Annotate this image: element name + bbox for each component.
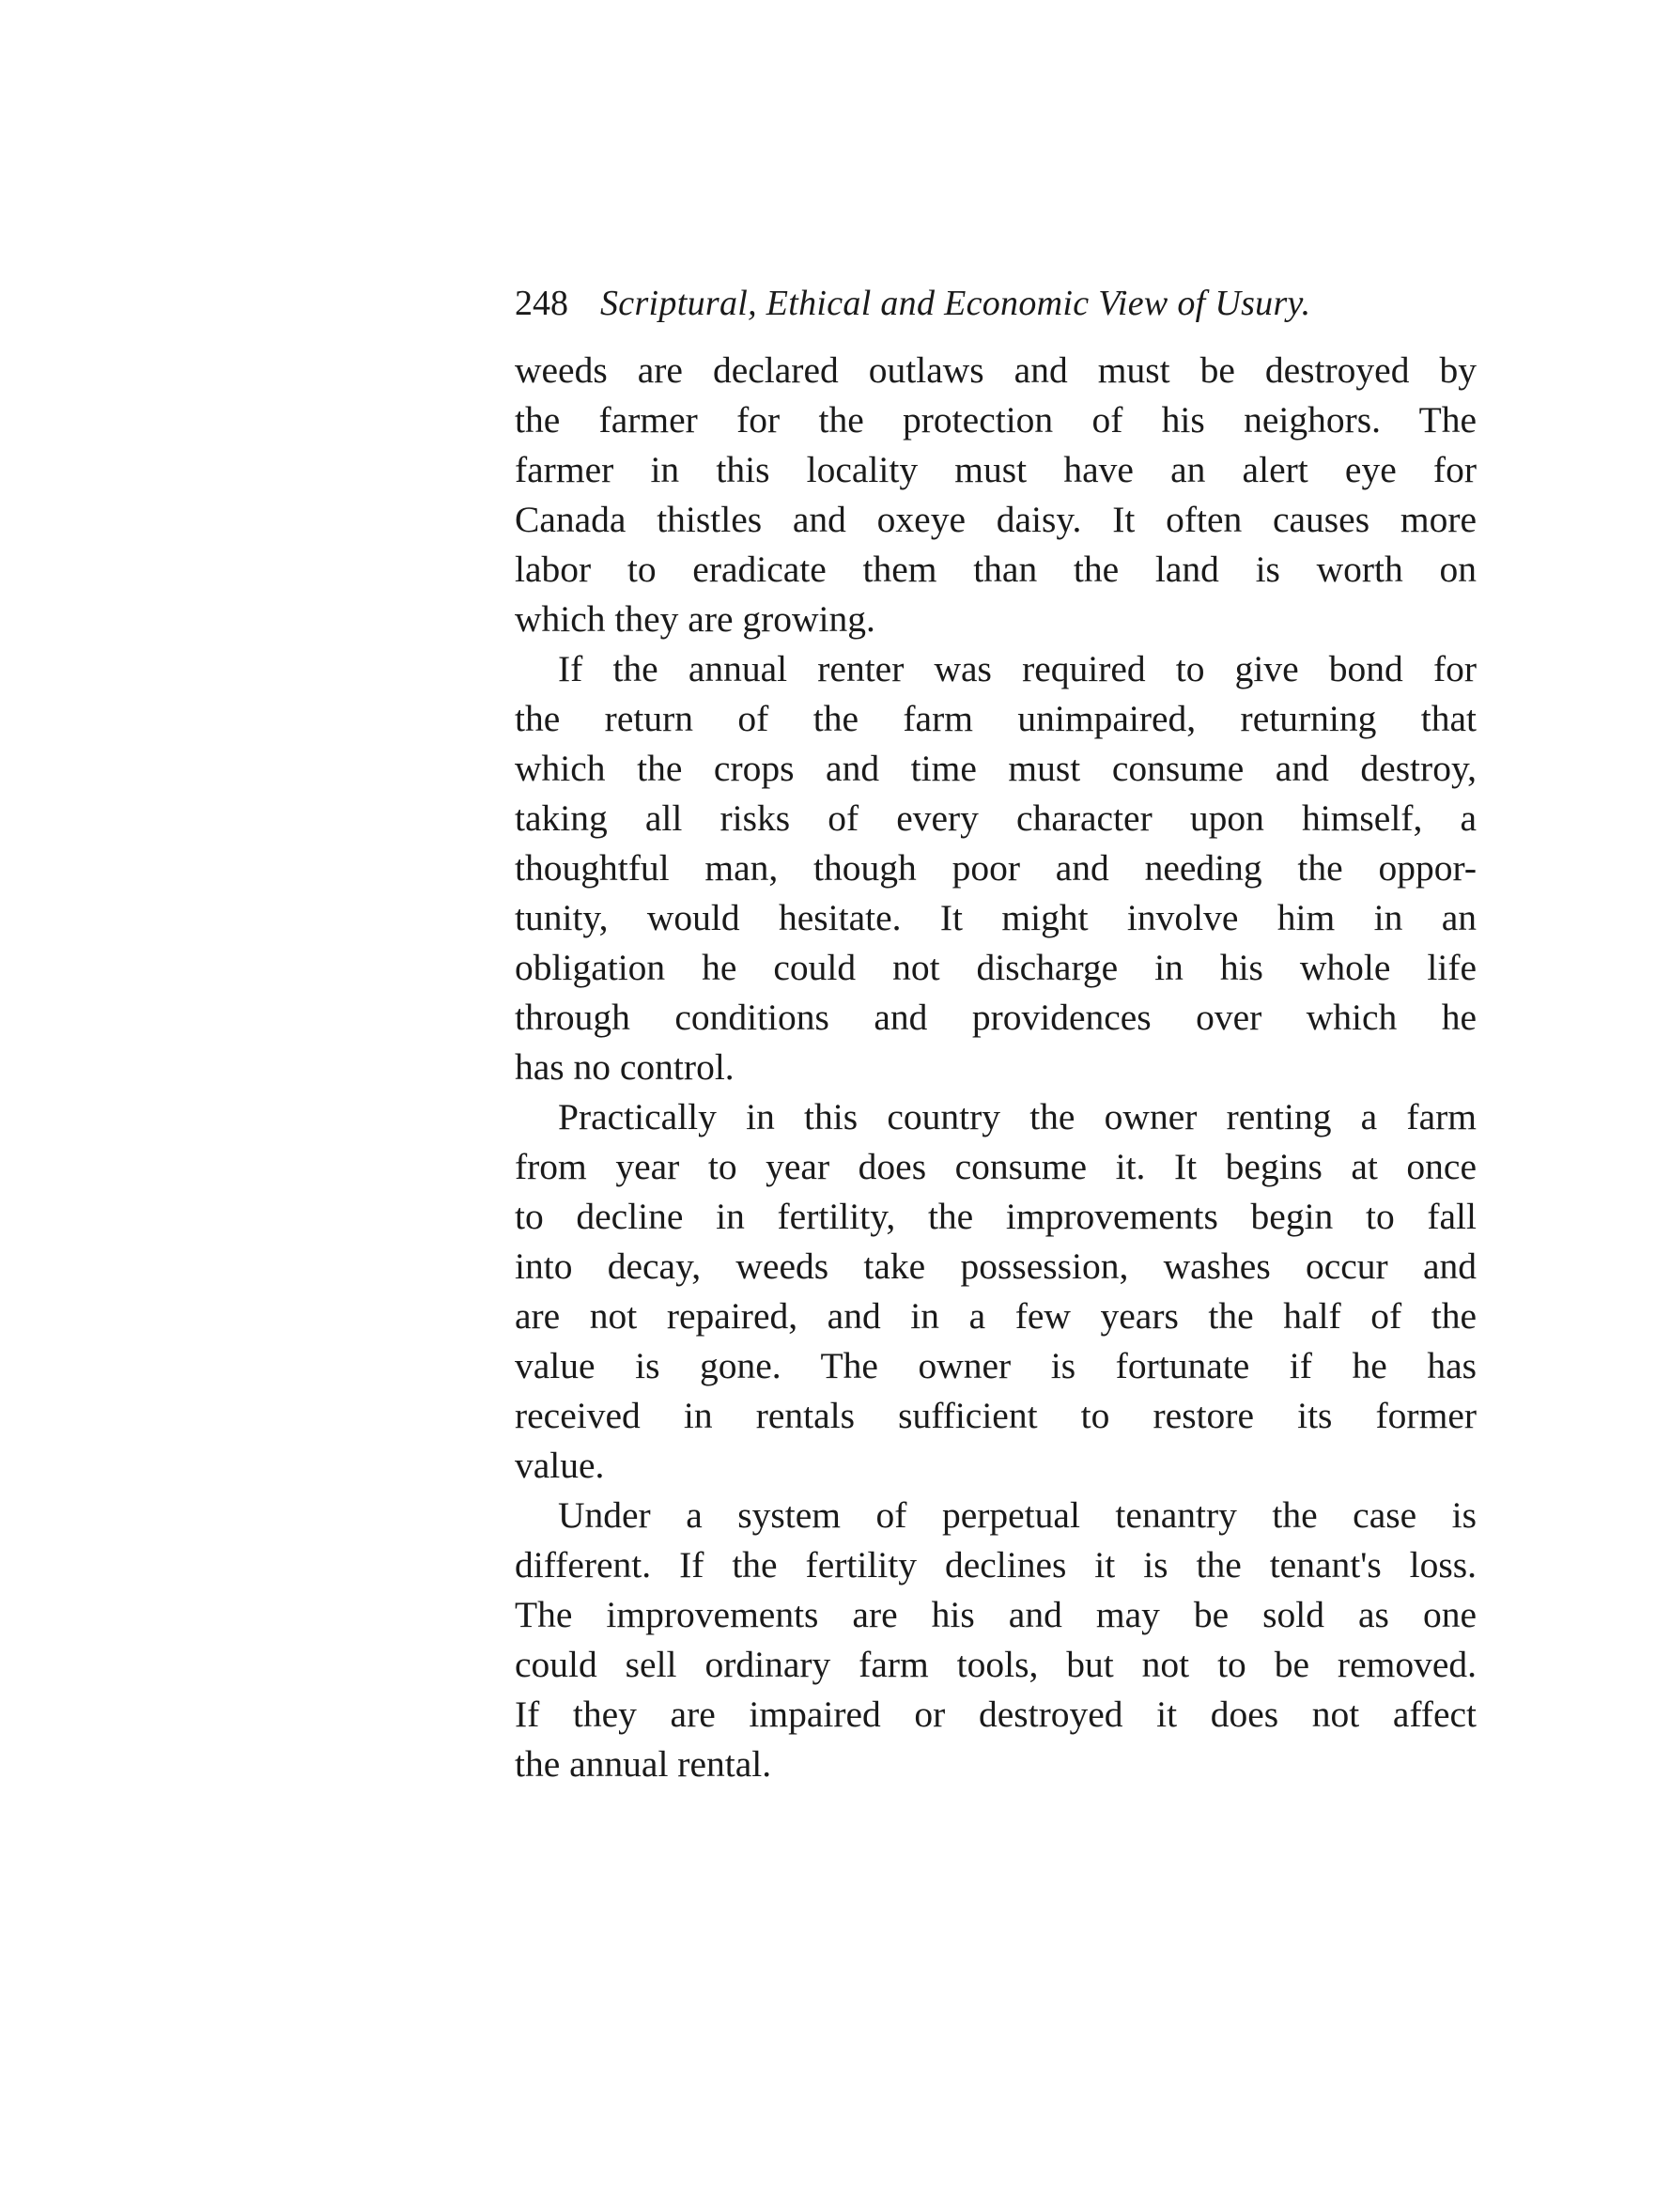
text-line: taking all risks of every character upon himself, a	[515, 797, 1477, 839]
page-number: 248	[515, 284, 568, 323]
text-line: value.	[515, 1445, 605, 1486]
body-text	[515, 346, 1477, 1789]
text-line: into decay, weeds take possession, washes occur and	[515, 1245, 1477, 1287]
text-line: If they are impaired or destroyed it does not affect	[515, 1694, 1477, 1735]
book-page	[515, 282, 1477, 1789]
text-line: has no control.	[515, 1046, 735, 1088]
text-line: Under a system of perpetual tenantry the case is	[558, 1494, 1477, 1536]
text-line: the farmer for the protection of his neighors. The	[515, 399, 1477, 441]
text-line: from year to year does consume it. It begins at once	[515, 1146, 1477, 1187]
text-line: obligation he could not discharge in his whole life	[515, 947, 1477, 988]
text-line: the return of the farm unimpaired, returning that	[515, 698, 1477, 739]
text-line: the annual rental.	[515, 1743, 772, 1785]
text-line: tunity, would hesitate. It might involve him in an	[515, 897, 1477, 938]
text-line: The improvements are his and may be sold as one	[515, 1594, 1477, 1635]
paragraph	[515, 644, 1477, 1092]
text-line: are not repaired, and in a few years the half of the	[515, 1295, 1477, 1337]
text-line: which the crops and time must consume and destroy,	[515, 748, 1477, 789]
paragraph	[515, 1491, 1477, 1789]
text-line: weeds are declared outlaws and must be destroyed by	[515, 349, 1477, 391]
text-line: to decline in fertility, the improvements begin to fall	[515, 1196, 1477, 1237]
running-title: Scriptural, Ethical and Economic View of Usury.	[600, 284, 1311, 323]
text-line: farmer in this locality must have an alert eye for	[515, 449, 1477, 490]
text-line: through conditions and providences over which he	[515, 997, 1477, 1038]
paragraph	[515, 346, 1477, 644]
text-line: received in rentals sufficient to restore its former	[515, 1395, 1477, 1436]
text-line: Canada thistles and oxeye daisy. It often causes more	[515, 499, 1477, 540]
text-line: If the annual renter was required to give bond for	[558, 648, 1477, 689]
text-line: could sell ordinary farm tools, but not to be removed.	[515, 1644, 1477, 1685]
text-line: which they are growing.	[515, 598, 875, 640]
text-line: value is gone. The owner is fortunate if he has	[515, 1345, 1477, 1386]
text-line: labor to eradicate them than the land is worth on	[515, 549, 1477, 590]
text-line: thoughtful man, though poor and needing the oppor-	[515, 847, 1477, 889]
page-header	[515, 282, 1477, 325]
text-line: Practically in this country the owner renting a farm	[558, 1096, 1477, 1137]
paragraph	[515, 1092, 1477, 1491]
text-line: different. If the fertility declines it is the tenant's loss.	[515, 1544, 1477, 1586]
